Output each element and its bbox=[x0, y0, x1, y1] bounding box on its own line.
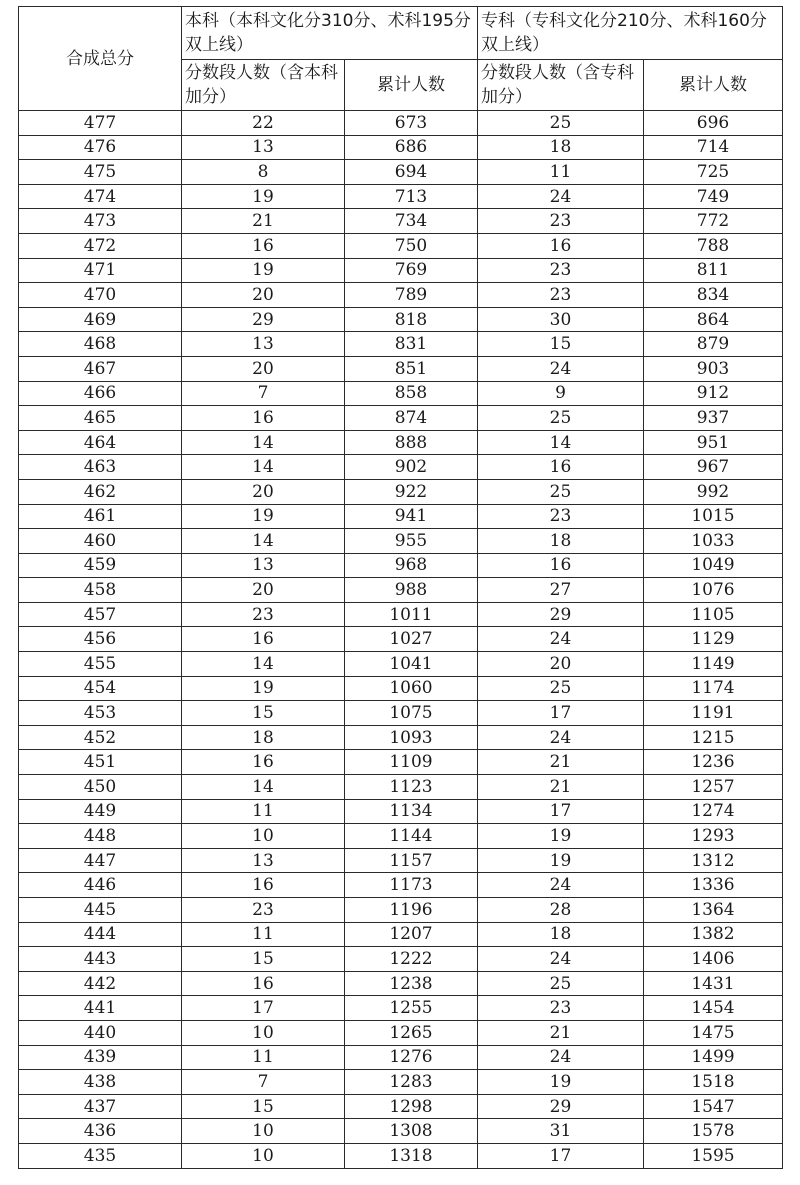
undergrad-cumulative-cell: 968 bbox=[345, 553, 478, 578]
junior-segment-cell: 25 bbox=[478, 111, 644, 136]
table-row bbox=[19, 676, 783, 701]
score-cell: 452 bbox=[19, 725, 182, 750]
table-row bbox=[19, 1119, 783, 1144]
undergrad-cumulative-cell: 858 bbox=[345, 381, 478, 406]
junior-segment-header: 分数段人数（含专科加分） bbox=[478, 60, 644, 111]
score-cell: 451 bbox=[19, 750, 182, 775]
junior-segment-cell: 19 bbox=[478, 848, 644, 873]
table-row bbox=[19, 430, 783, 455]
table-row bbox=[19, 775, 783, 800]
junior-segment-cell: 9 bbox=[478, 381, 644, 406]
score-cell: 456 bbox=[19, 627, 182, 652]
score-cell: 477 bbox=[19, 111, 182, 136]
undergrad-segment-cell: 7 bbox=[182, 1070, 345, 1095]
junior-segment-cell: 25 bbox=[478, 479, 644, 504]
undergrad-segment-cell: 18 bbox=[182, 725, 345, 750]
table-row bbox=[19, 209, 783, 234]
table-row bbox=[19, 184, 783, 209]
undergrad-cumulative-cell: 1011 bbox=[345, 602, 478, 627]
undergrad-cumulative-header: 累计人数 bbox=[345, 60, 478, 111]
score-cell: 472 bbox=[19, 233, 182, 258]
junior-cumulative-cell: 1454 bbox=[644, 996, 783, 1021]
score-cell: 471 bbox=[19, 258, 182, 283]
table-row bbox=[19, 1143, 783, 1168]
junior-cumulative-cell: 1475 bbox=[644, 1020, 783, 1045]
junior-cumulative-cell: 1236 bbox=[644, 750, 783, 775]
score-cell: 438 bbox=[19, 1070, 182, 1095]
junior-segment-cell: 17 bbox=[478, 799, 644, 824]
table-row bbox=[19, 406, 783, 431]
junior-segment-cell: 29 bbox=[478, 602, 644, 627]
score-cell: 439 bbox=[19, 1045, 182, 1070]
junior-segment-cell: 24 bbox=[478, 725, 644, 750]
junior-segment-cell: 25 bbox=[478, 676, 644, 701]
undergrad-segment-cell: 22 bbox=[182, 111, 345, 136]
undergrad-cumulative-cell: 1027 bbox=[345, 627, 478, 652]
table-row bbox=[19, 578, 783, 603]
score-cell: 464 bbox=[19, 430, 182, 455]
undergrad-cumulative-cell: 1173 bbox=[345, 873, 478, 898]
junior-segment-cell: 16 bbox=[478, 553, 644, 578]
junior-cumulative-cell: 788 bbox=[644, 233, 783, 258]
score-column-header: 合成总分 bbox=[19, 7, 182, 111]
junior-cumulative-cell: 1174 bbox=[644, 676, 783, 701]
undergrad-cumulative-cell: 789 bbox=[345, 283, 478, 308]
junior-cumulative-cell: 1595 bbox=[644, 1143, 783, 1168]
undergrad-cumulative-cell: 1060 bbox=[345, 676, 478, 701]
undergrad-cumulative-cell: 1255 bbox=[345, 996, 478, 1021]
table-row bbox=[19, 307, 783, 332]
undergrad-cumulative-cell: 1093 bbox=[345, 725, 478, 750]
junior-segment-cell: 24 bbox=[478, 627, 644, 652]
undergrad-cumulative-cell: 1123 bbox=[345, 775, 478, 800]
undergrad-cumulative-cell: 1222 bbox=[345, 947, 478, 972]
table-row bbox=[19, 947, 783, 972]
junior-segment-cell: 20 bbox=[478, 652, 644, 677]
junior-cumulative-cell: 811 bbox=[644, 258, 783, 283]
undergrad-cumulative-cell: 769 bbox=[345, 258, 478, 283]
undergrad-cumulative-cell: 1308 bbox=[345, 1119, 478, 1144]
table-row bbox=[19, 922, 783, 947]
table-row bbox=[19, 356, 783, 381]
undergrad-cumulative-cell: 988 bbox=[345, 578, 478, 603]
junior-cumulative-cell: 772 bbox=[644, 209, 783, 234]
score-cell: 460 bbox=[19, 529, 182, 554]
table-header bbox=[19, 7, 783, 111]
table-row bbox=[19, 725, 783, 750]
undergrad-segment-cell: 17 bbox=[182, 996, 345, 1021]
undergrad-segment-cell: 16 bbox=[182, 406, 345, 431]
undergrad-cumulative-cell: 941 bbox=[345, 504, 478, 529]
undergrad-segment-cell: 16 bbox=[182, 971, 345, 996]
undergrad-cumulative-cell: 673 bbox=[345, 111, 478, 136]
score-cell: 435 bbox=[19, 1143, 182, 1168]
table-row bbox=[19, 602, 783, 627]
junior-cumulative-cell: 1033 bbox=[644, 529, 783, 554]
junior-cumulative-cell: 1382 bbox=[644, 922, 783, 947]
junior-cumulative-cell: 1406 bbox=[644, 947, 783, 972]
junior-cumulative-cell: 834 bbox=[644, 283, 783, 308]
undergrad-cumulative-cell: 1109 bbox=[345, 750, 478, 775]
score-cell: 465 bbox=[19, 406, 182, 431]
undergrad-segment-cell: 19 bbox=[182, 676, 345, 701]
table-body bbox=[19, 111, 783, 1169]
junior-segment-cell: 25 bbox=[478, 406, 644, 431]
score-cell: 473 bbox=[19, 209, 182, 234]
undergrad-cumulative-cell: 1318 bbox=[345, 1143, 478, 1168]
junior-cumulative-cell: 1076 bbox=[644, 578, 783, 603]
table-row bbox=[19, 332, 783, 357]
undergrad-segment-cell: 13 bbox=[182, 848, 345, 873]
score-cell: 449 bbox=[19, 799, 182, 824]
score-cell: 457 bbox=[19, 602, 182, 627]
undergrad-segment-cell: 11 bbox=[182, 922, 345, 947]
junior-segment-cell: 28 bbox=[478, 898, 644, 923]
undergrad-segment-cell: 7 bbox=[182, 381, 345, 406]
table-row bbox=[19, 898, 783, 923]
score-cell: 458 bbox=[19, 578, 182, 603]
undergrad-cumulative-cell: 902 bbox=[345, 455, 478, 480]
table-row bbox=[19, 258, 783, 283]
junior-cumulative-cell: 1578 bbox=[644, 1119, 783, 1144]
junior-cumulative-cell: 967 bbox=[644, 455, 783, 480]
junior-segment-cell: 21 bbox=[478, 775, 644, 800]
junior-segment-cell: 24 bbox=[478, 356, 644, 381]
score-cell: 475 bbox=[19, 160, 182, 185]
junior-cumulative-cell: 1336 bbox=[644, 873, 783, 898]
undergrad-cumulative-cell: 1276 bbox=[345, 1045, 478, 1070]
undergrad-segment-cell: 13 bbox=[182, 332, 345, 357]
undergrad-cumulative-cell: 874 bbox=[345, 406, 478, 431]
junior-cumulative-cell: 1049 bbox=[644, 553, 783, 578]
table-row bbox=[19, 848, 783, 873]
undergrad-cumulative-cell: 1041 bbox=[345, 652, 478, 677]
undergrad-segment-cell: 19 bbox=[182, 184, 345, 209]
undergrad-cumulative-cell: 1238 bbox=[345, 971, 478, 996]
junior-cumulative-cell: 1499 bbox=[644, 1045, 783, 1070]
undergrad-segment-cell: 13 bbox=[182, 135, 345, 160]
undergrad-segment-cell: 23 bbox=[182, 602, 345, 627]
undergrad-segment-cell: 29 bbox=[182, 307, 345, 332]
table-row bbox=[19, 799, 783, 824]
table-row bbox=[19, 750, 783, 775]
junior-segment-cell: 21 bbox=[478, 750, 644, 775]
junior-segment-cell: 29 bbox=[478, 1094, 644, 1119]
undergrad-segment-cell: 20 bbox=[182, 578, 345, 603]
junior-segment-cell: 25 bbox=[478, 971, 644, 996]
junior-segment-cell: 16 bbox=[478, 233, 644, 258]
table-row bbox=[19, 283, 783, 308]
undergrad-cumulative-cell: 922 bbox=[345, 479, 478, 504]
table-row bbox=[19, 1045, 783, 1070]
score-cell: 466 bbox=[19, 381, 182, 406]
undergrad-cumulative-cell: 1196 bbox=[345, 898, 478, 923]
score-cell: 446 bbox=[19, 873, 182, 898]
score-cell: 459 bbox=[19, 553, 182, 578]
junior-cumulative-cell: 937 bbox=[644, 406, 783, 431]
junior-segment-cell: 23 bbox=[478, 504, 644, 529]
table-row bbox=[19, 627, 783, 652]
table-row bbox=[19, 701, 783, 726]
junior-segment-cell: 19 bbox=[478, 824, 644, 849]
junior-segment-cell: 24 bbox=[478, 184, 644, 209]
junior-segment-cell: 24 bbox=[478, 947, 644, 972]
score-cell: 469 bbox=[19, 307, 182, 332]
undergrad-cumulative-cell: 955 bbox=[345, 529, 478, 554]
table-row bbox=[19, 233, 783, 258]
junior-cumulative-cell: 1015 bbox=[644, 504, 783, 529]
table-row bbox=[19, 455, 783, 480]
junior-cumulative-cell: 1191 bbox=[644, 701, 783, 726]
undergrad-segment-cell: 10 bbox=[182, 824, 345, 849]
undergrad-segment-cell: 13 bbox=[182, 553, 345, 578]
junior-segment-cell: 11 bbox=[478, 160, 644, 185]
undergrad-segment-cell: 16 bbox=[182, 627, 345, 652]
junior-cumulative-cell: 903 bbox=[644, 356, 783, 381]
table-row bbox=[19, 971, 783, 996]
junior-segment-cell: 18 bbox=[478, 922, 644, 947]
score-cell: 443 bbox=[19, 947, 182, 972]
undergrad-cumulative-cell: 1144 bbox=[345, 824, 478, 849]
junior-segment-cell: 27 bbox=[478, 578, 644, 603]
undergrad-segment-cell: 20 bbox=[182, 479, 345, 504]
undergrad-segment-cell: 20 bbox=[182, 283, 345, 308]
junior-segment-cell: 21 bbox=[478, 1020, 644, 1045]
undergrad-cumulative-cell: 1265 bbox=[345, 1020, 478, 1045]
score-cell: 440 bbox=[19, 1020, 182, 1045]
undergrad-segment-cell: 16 bbox=[182, 750, 345, 775]
junior-cumulative-cell: 1431 bbox=[644, 971, 783, 996]
table-row bbox=[19, 381, 783, 406]
junior-cumulative-cell: 1364 bbox=[644, 898, 783, 923]
junior-segment-cell: 23 bbox=[478, 209, 644, 234]
junior-cumulative-cell: 696 bbox=[644, 111, 783, 136]
undergrad-segment-cell: 16 bbox=[182, 873, 345, 898]
junior-cumulative-cell: 1257 bbox=[644, 775, 783, 800]
undergrad-cumulative-cell: 1157 bbox=[345, 848, 478, 873]
score-cell: 463 bbox=[19, 455, 182, 480]
undergrad-segment-cell: 21 bbox=[182, 209, 345, 234]
table-row bbox=[19, 824, 783, 849]
table-row bbox=[19, 529, 783, 554]
score-cell: 476 bbox=[19, 135, 182, 160]
junior-segment-cell: 23 bbox=[478, 996, 644, 1021]
undergrad-cumulative-cell: 1283 bbox=[345, 1070, 478, 1095]
undergrad-segment-cell: 11 bbox=[182, 1045, 345, 1070]
table-row bbox=[19, 1094, 783, 1119]
undergrad-segment-cell: 10 bbox=[182, 1143, 345, 1168]
table-row bbox=[19, 873, 783, 898]
undergrad-segment-cell: 14 bbox=[182, 455, 345, 480]
undergrad-segment-header: 分数段人数（含本科加分） bbox=[182, 60, 345, 111]
junior-segment-cell: 24 bbox=[478, 1045, 644, 1070]
table-row bbox=[19, 996, 783, 1021]
undergrad-segment-cell: 10 bbox=[182, 1119, 345, 1144]
junior-cumulative-cell: 1149 bbox=[644, 652, 783, 677]
junior-segment-cell: 19 bbox=[478, 1070, 644, 1095]
undergrad-cumulative-cell: 686 bbox=[345, 135, 478, 160]
score-cell: 455 bbox=[19, 652, 182, 677]
table-row bbox=[19, 1070, 783, 1095]
score-distribution-table bbox=[18, 6, 783, 1169]
junior-segment-cell: 18 bbox=[478, 135, 644, 160]
undergrad-segment-cell: 10 bbox=[182, 1020, 345, 1045]
junior-segment-cell: 18 bbox=[478, 529, 644, 554]
table-row bbox=[19, 479, 783, 504]
undergrad-segment-cell: 14 bbox=[182, 529, 345, 554]
junior-cumulative-cell: 912 bbox=[644, 381, 783, 406]
junior-segment-cell: 24 bbox=[478, 873, 644, 898]
undergrad-segment-cell: 15 bbox=[182, 701, 345, 726]
header-row-groups bbox=[19, 7, 783, 60]
junior-cumulative-cell: 1293 bbox=[644, 824, 783, 849]
junior-cumulative-cell: 1105 bbox=[644, 602, 783, 627]
score-cell: 470 bbox=[19, 283, 182, 308]
junior-cumulative-header: 累计人数 bbox=[644, 60, 783, 111]
undergrad-cumulative-cell: 1075 bbox=[345, 701, 478, 726]
score-cell: 448 bbox=[19, 824, 182, 849]
undergrad-segment-cell: 19 bbox=[182, 504, 345, 529]
table-row bbox=[19, 160, 783, 185]
junior-cumulative-cell: 992 bbox=[644, 479, 783, 504]
table-row bbox=[19, 553, 783, 578]
score-cell: 468 bbox=[19, 332, 182, 357]
undergrad-cumulative-cell: 734 bbox=[345, 209, 478, 234]
junior-cumulative-cell: 1215 bbox=[644, 725, 783, 750]
score-cell: 437 bbox=[19, 1094, 182, 1119]
junior-cumulative-cell: 1129 bbox=[644, 627, 783, 652]
junior-cumulative-cell: 1547 bbox=[644, 1094, 783, 1119]
score-cell: 453 bbox=[19, 701, 182, 726]
undergrad-segment-cell: 15 bbox=[182, 947, 345, 972]
undergrad-segment-cell: 20 bbox=[182, 356, 345, 381]
table-row bbox=[19, 135, 783, 160]
junior-cumulative-cell: 725 bbox=[644, 160, 783, 185]
score-cell: 467 bbox=[19, 356, 182, 381]
undergrad-cumulative-cell: 750 bbox=[345, 233, 478, 258]
undergrad-cumulative-cell: 1207 bbox=[345, 922, 478, 947]
score-cell: 445 bbox=[19, 898, 182, 923]
undergrad-cumulative-cell: 1134 bbox=[345, 799, 478, 824]
junior-cumulative-cell: 951 bbox=[644, 430, 783, 455]
table-row bbox=[19, 1020, 783, 1045]
undergrad-cumulative-cell: 1298 bbox=[345, 1094, 478, 1119]
undergrad-segment-cell: 14 bbox=[182, 775, 345, 800]
score-cell: 461 bbox=[19, 504, 182, 529]
junior-cumulative-cell: 864 bbox=[644, 307, 783, 332]
undergrad-cumulative-cell: 831 bbox=[345, 332, 478, 357]
junior-cumulative-cell: 1312 bbox=[644, 848, 783, 873]
undergrad-cumulative-cell: 851 bbox=[345, 356, 478, 381]
undergrad-segment-cell: 11 bbox=[182, 799, 345, 824]
junior-group-header: 专科（专科文化分210分、术科160分双上线） bbox=[478, 7, 783, 60]
junior-segment-cell: 30 bbox=[478, 307, 644, 332]
junior-segment-cell: 17 bbox=[478, 701, 644, 726]
undergrad-cumulative-cell: 694 bbox=[345, 160, 478, 185]
junior-cumulative-cell: 1518 bbox=[644, 1070, 783, 1095]
score-cell: 462 bbox=[19, 479, 182, 504]
junior-segment-cell: 15 bbox=[478, 332, 644, 357]
score-cell: 442 bbox=[19, 971, 182, 996]
junior-cumulative-cell: 1274 bbox=[644, 799, 783, 824]
score-cell: 450 bbox=[19, 775, 182, 800]
junior-cumulative-cell: 879 bbox=[644, 332, 783, 357]
score-cell: 454 bbox=[19, 676, 182, 701]
junior-segment-cell: 31 bbox=[478, 1119, 644, 1144]
table-row bbox=[19, 504, 783, 529]
junior-cumulative-cell: 749 bbox=[644, 184, 783, 209]
undergrad-segment-cell: 19 bbox=[182, 258, 345, 283]
score-cell: 436 bbox=[19, 1119, 182, 1144]
junior-segment-cell: 16 bbox=[478, 455, 644, 480]
undergrad-segment-cell: 23 bbox=[182, 898, 345, 923]
table-row bbox=[19, 652, 783, 677]
undergrad-segment-cell: 14 bbox=[182, 430, 345, 455]
junior-segment-cell: 23 bbox=[478, 258, 644, 283]
score-cell: 447 bbox=[19, 848, 182, 873]
undergrad-segment-cell: 16 bbox=[182, 233, 345, 258]
junior-cumulative-cell: 714 bbox=[644, 135, 783, 160]
score-cell: 441 bbox=[19, 996, 182, 1021]
undergrad-segment-cell: 15 bbox=[182, 1094, 345, 1119]
undergrad-cumulative-cell: 888 bbox=[345, 430, 478, 455]
undergrad-cumulative-cell: 713 bbox=[345, 184, 478, 209]
undergrad-segment-cell: 14 bbox=[182, 652, 345, 677]
junior-segment-cell: 14 bbox=[478, 430, 644, 455]
score-cell: 444 bbox=[19, 922, 182, 947]
undergrad-cumulative-cell: 818 bbox=[345, 307, 478, 332]
junior-segment-cell: 17 bbox=[478, 1143, 644, 1168]
undergrad-group-header: 本科（本科文化分310分、术科195分双上线） bbox=[182, 7, 478, 60]
junior-segment-cell: 23 bbox=[478, 283, 644, 308]
score-cell: 474 bbox=[19, 184, 182, 209]
table-row bbox=[19, 111, 783, 136]
undergrad-segment-cell: 8 bbox=[182, 160, 345, 185]
